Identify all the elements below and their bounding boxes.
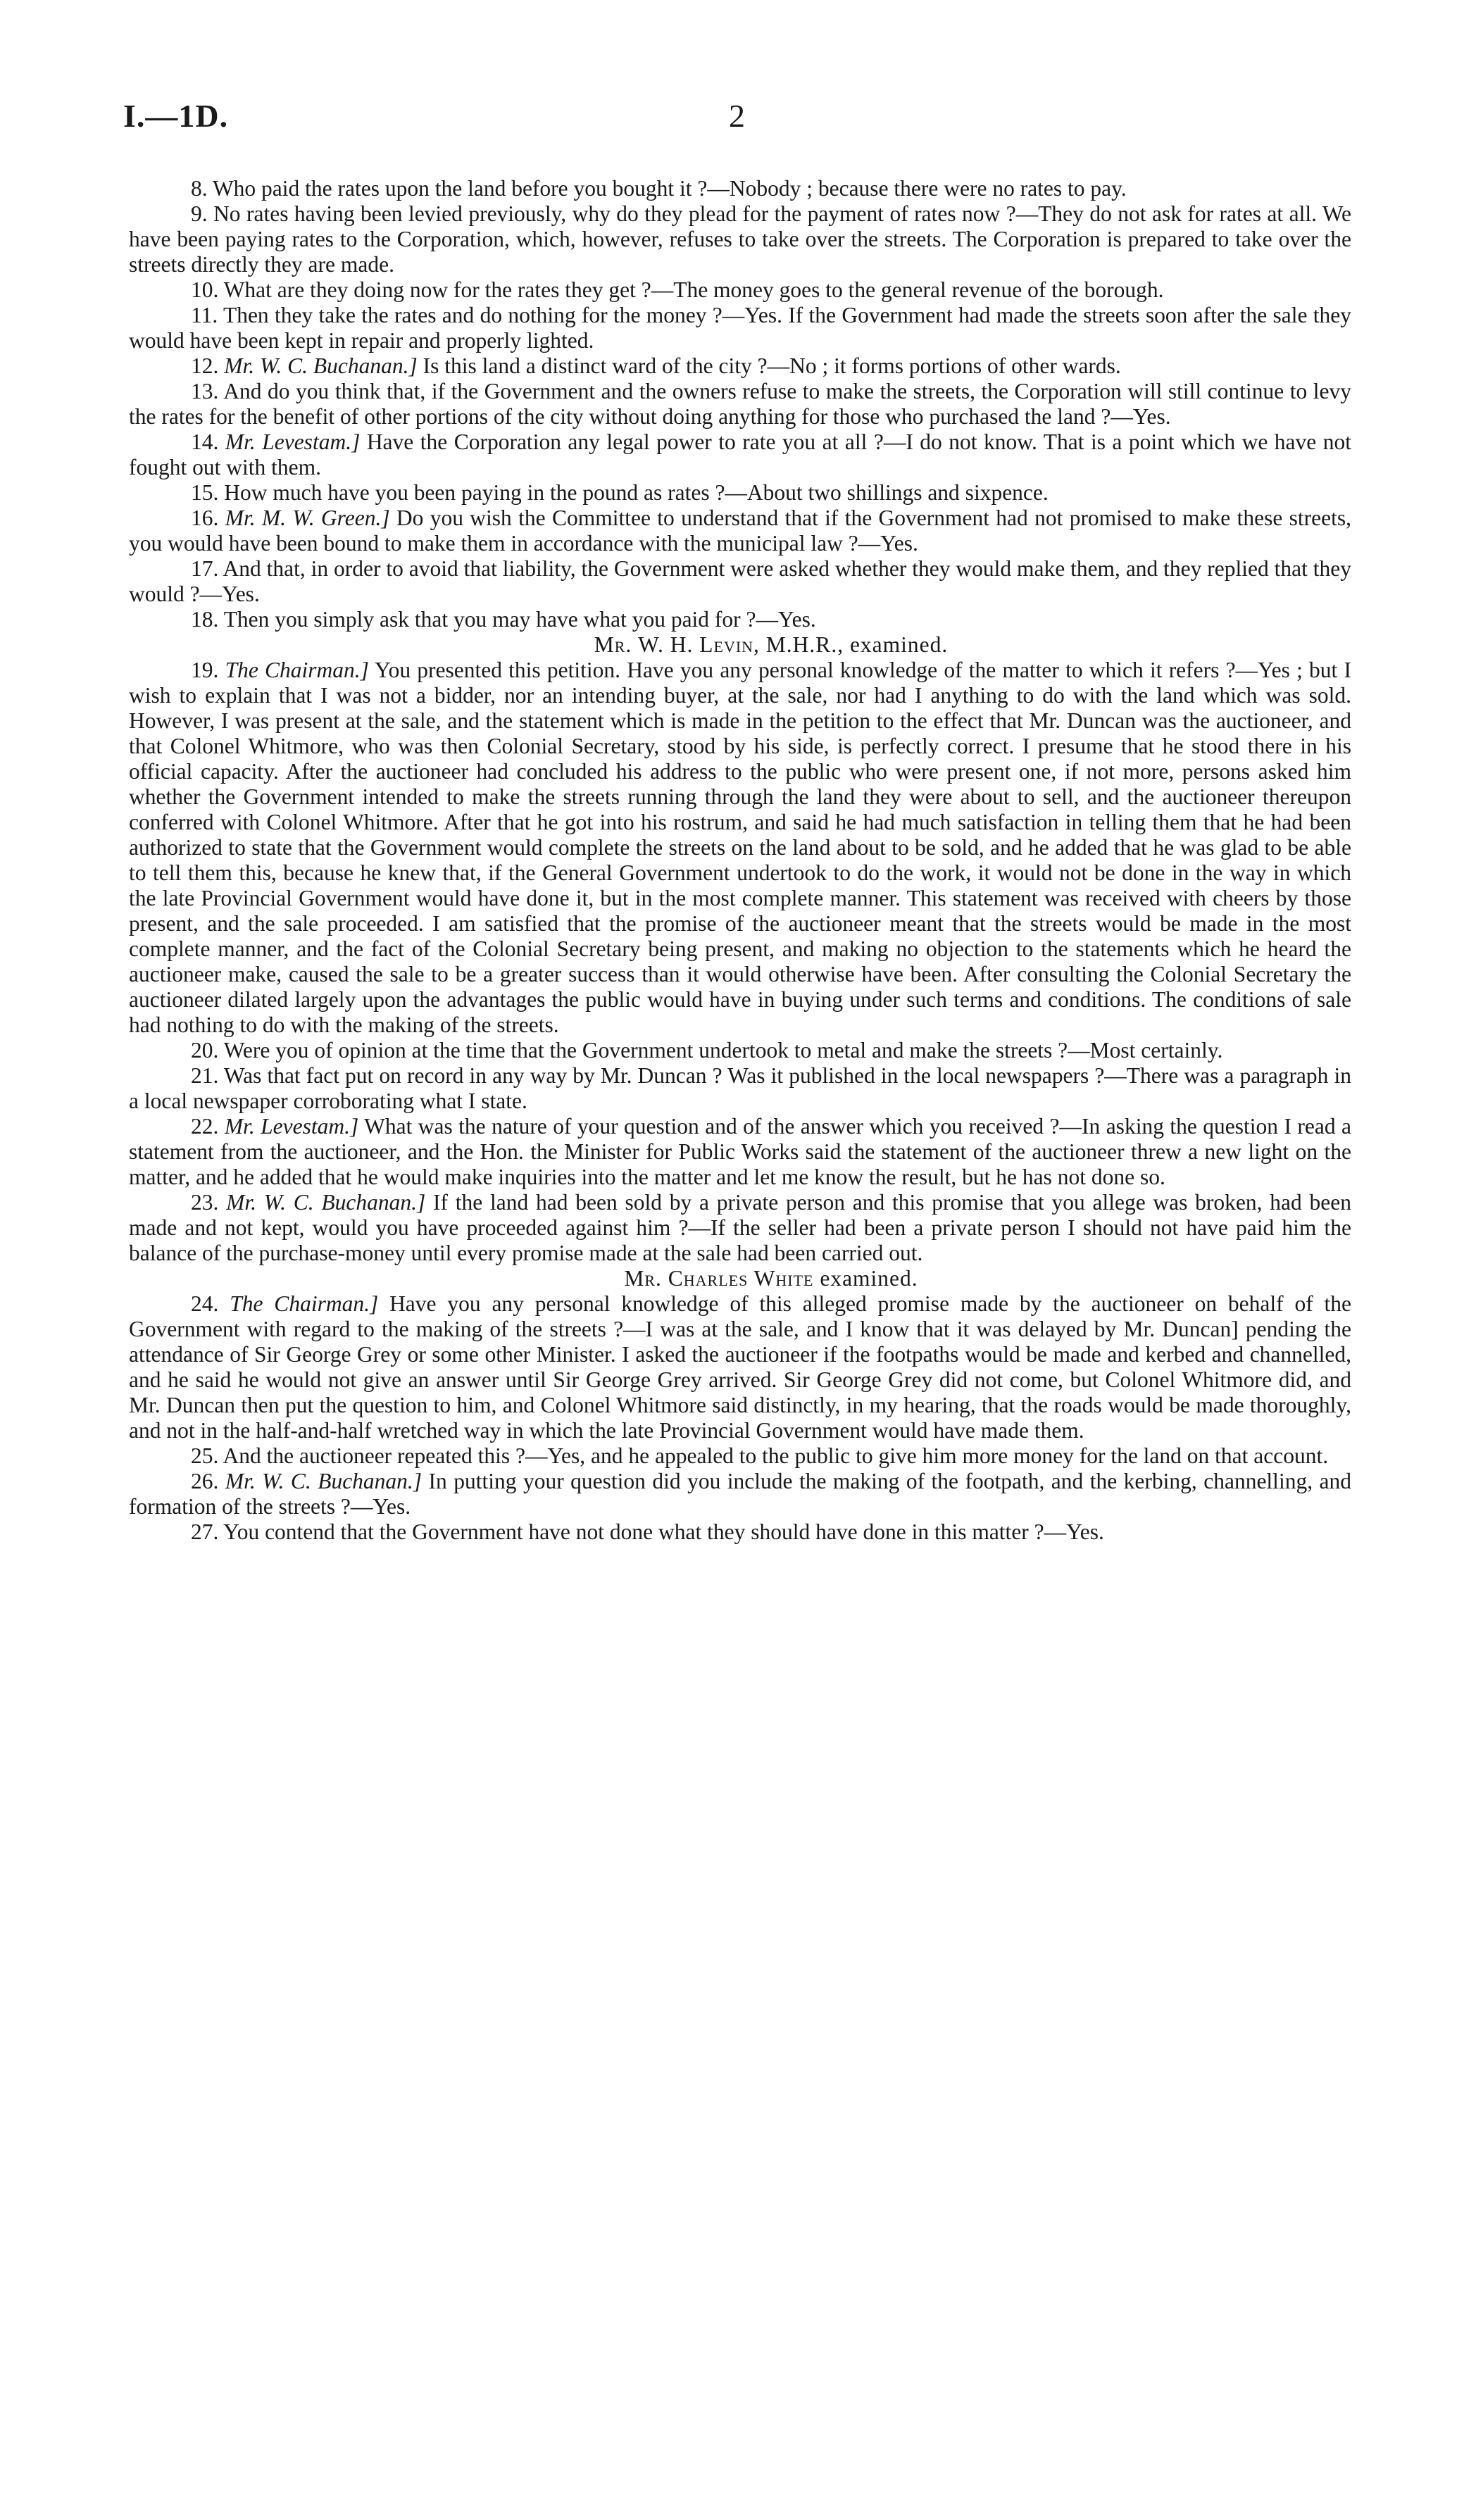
question-paragraph: 27. You contend that the Government have not done what they should have done in this matter ?—Yes. (191, 1519, 1104, 1544)
witness-heading-levin: Mr. W. H. Levin, M.H.R., examined. (594, 632, 949, 657)
question-paragraph: 20. Were you of opinion at the time that the Government undertook to metal and make the streets ?—Most certainly. (191, 1038, 1223, 1062)
speaker-name: Mr. M. W. Green.] (225, 506, 390, 530)
question-paragraph: 14. Mr. Levestam.] Have the Corporation any legal power to rate you at all ?—I do not know. That is a point which we have not fought out with them. (129, 430, 1351, 479)
page-header (123, 97, 1349, 146)
question-paragraph: 24. The Chairman.] Have you any personal knowledge of this alleged promise made by the auctioneer on behalf of the Government with regard to the making of the streets ?—I was at the sale, and I know that it was delayed by Mr. Duncan] pending the attendance of Sir George Grey or some other Minister. I asked the auctioneer if the footpaths would be made and kerbed and channelled, and he said he would not give an answer until Sir George Grey arrived. Sir George Grey did not come, but Colonel Whitmore did, and Mr. Duncan then put the question to him, and Colonel Whitmore said distinctly, in my hearing, that the roads would be made thoroughly, and not in the half-and-half wretched way in which the late Provincial Government would have made them. (129, 1291, 1352, 1443)
speaker-name: Mr. Levestam.] (225, 430, 361, 454)
question-paragraph: 12. Mr. W. C. Buchanan.] Is this land a distinct ward of the city ?—No ; it forms portions of other wards. (191, 353, 1121, 378)
question-paragraph: 8. Who paid the rates upon the land before you bought it ?—Nobody ; because there were no rates to pay. (191, 176, 1127, 201)
speaker-name: The Chairman.] (225, 658, 369, 682)
question-paragraph: 17. And that, in order to avoid that liability, the Government were asked whether they would make them, and they replied that they would ?—Yes. (129, 556, 1351, 606)
question-paragraph: 15. How much have you been paying in the pound as rates ?—About two shillings and sixpence. (191, 480, 1049, 505)
question-block-3 (129, 1291, 1351, 1545)
document-reference: I.—1D. (123, 98, 229, 134)
speaker-name: Mr. W. C. Buchanan.] (226, 1190, 426, 1215)
question-paragraph: 10. What are they doing now for the rates they get ?—The money goes to the general revenue of the borough. (191, 277, 1164, 302)
question-block-1 (129, 176, 1351, 632)
witness-heading-white: Mr. Charles White examined. (624, 1266, 918, 1291)
speaker-name: Mr. W. C. Buchanan.] (224, 353, 418, 378)
question-paragraph: 11. Then they take the rates and do nothing for the money ?—Yes. If the Government had made the streets soon after the sale they would have been kept in repair and properly lighted. (129, 303, 1351, 353)
question-block-2 (129, 658, 1351, 1266)
question-paragraph: 9. No rates having been levied previously, why do they plead for the payment of rates now ?—They do not ask for rates at all. We have been paying rates to the Corporation, which, however, refuses to take over the streets. The Corporation is prepared to take over the streets directly they are made. (129, 201, 1352, 277)
question-paragraph: 19. The Chairman.] You presented this petition. Have you any personal knowledge of the matter to which it refers ?—Yes ; but I wish to explain that I was not a bidder, nor an intending buyer, at the sale, nor had I anything to do with the land which was sold. However, I was present at the sale, and the statement which is made in the petition to the effect that Mr. Duncan was the auctioneer, and that Colonel Whitmore, who was then Colonial Secretary, stood by his side, is perfectly correct. I presume that he stood there in his official capacity. After the auctioneer had concluded his address to the public who were present one, if not more, persons asked him whether the Government intended to make the streets running through the land they were about to sell, and the auctioneer thereupon conferred with Colonel Whitmore. After that he got into his rostrum, and said he had much satisfaction in telling them that he had been authorized to state that the Government would complete the streets on the land about to be sold, and he added that he was glad to be able to tell them this, because he knew that, if the General Government undertook to do the work, it would not be done in the way in which the late Provincial Government would have done it, but in the most complete manner. This statement was received with cheers by those present, and the sale proceeded. I am satisfied that the promise of the auctioneer meant that the streets would be made in the most complete manner, and the fact of the Colonial Secretary being present, and making no objection to the statements which he heard the auctioneer make, caused the sale to be a greater success than it would otherwise have been. After consulting the Colonial Secretary the auctioneer dilated largely upon the advantages the public would have in buying under such terms and conditions. The conditions of sale had nothing to do with the making of the streets. (129, 658, 1351, 1037)
speaker-name: Mr. Levestam.] (224, 1114, 359, 1139)
question-paragraph: 18. Then you simply ask that you may have what you paid for ?—Yes. (191, 607, 816, 632)
page-body (129, 176, 1351, 1545)
question-paragraph: 26. Mr. W. C. Buchanan.] In putting your question did you include the making of the footpath, and the kerbing, channelling, and formation of the streets ?—Yes. (129, 1469, 1352, 1519)
question-paragraph: 23. Mr. W. C. Buchanan.] If the land had been sold by a private person and this promise that you allege was broken, had been made and not kept, would you have proceeded against him ?—If the seller had been a private person I should not have paid him the balance of the purchase-money until every promise made at the sale had been carried out. (129, 1190, 1351, 1265)
question-paragraph: 25. And the auctioneer repeated this ?—Yes, and he appealed to the public to give him more money for the land on that account. (191, 1443, 1329, 1468)
question-paragraph: 21. Was that fact put on record in any way by Mr. Duncan ? Was it published in the local newspapers ?—There was a paragraph in a local newspaper corroborating what I state. (129, 1063, 1352, 1113)
speaker-name: Mr. W. C. Buchanan.] (225, 1469, 423, 1493)
page-number: 2 (729, 98, 745, 134)
question-paragraph: 22. Mr. Levestam.] What was the nature of your question and of the answer which you received ?—In asking the question I read a statement from the auctioneer, and the Hon. the Minister for Public Works said the statement of the auctioneer threw a new light on the matter, and he added that he would make inquiries into the matter and let me know the result, but he has not done so. (129, 1114, 1351, 1189)
question-paragraph: 16. Mr. M. W. Green.] Do you wish the Committee to understand that if the Government had not promised to make these streets, you would have been bound to make them in accordance with the municipal law ?—Yes. (129, 506, 1351, 556)
speaker-name: The Chairman.] (230, 1291, 379, 1316)
question-paragraph: 13. And do you think that, if the Government and the owners refuse to make the streets, the Corporation will still continue to levy the rates for the benefit of other portions of the city without doing anything for those who purchased the land ?—Yes. (129, 379, 1352, 429)
